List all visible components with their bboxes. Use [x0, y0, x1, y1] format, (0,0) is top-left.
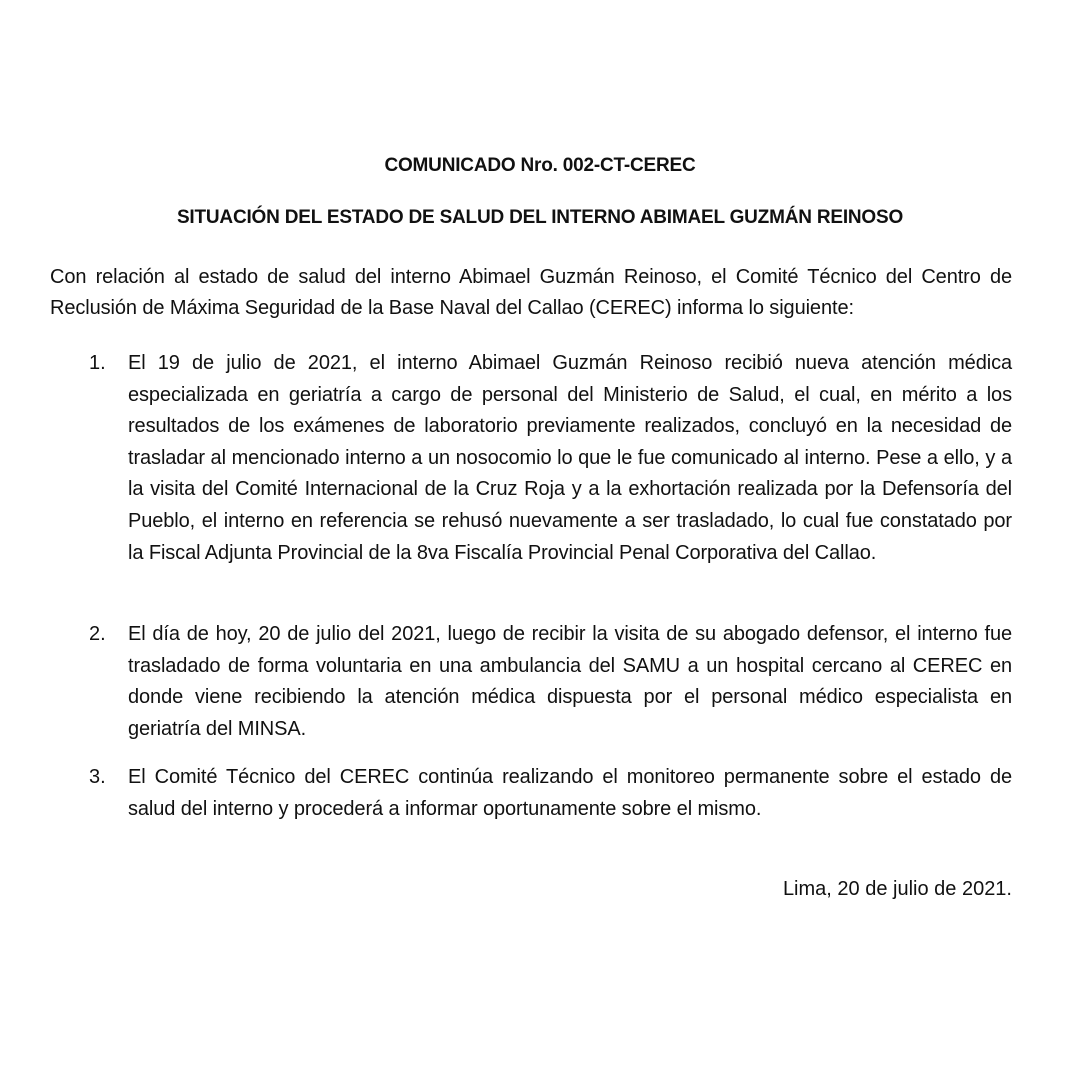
list-item-text: El Comité Técnico del CEREC continúa realizando el monitoreo permanente sobre el estado de salud del interno y procederá a informar oportunamente sobre el mismo.: [128, 766, 1012, 820]
document-subheading: SITUACIÓN DEL ESTADO DE SALUD DEL INTERNO ABIMAEL GUZMÁN REINOSO: [176, 207, 904, 228]
list-item-1: [50, 348, 1012, 569]
list-item-number: 3.: [89, 766, 106, 788]
list-item-3: [50, 762, 1012, 825]
list-item-number: 1.: [89, 352, 106, 374]
list-item-2: [50, 619, 1012, 745]
document-heading: COMUNICADO Nro. 002-CT-CEREC: [384, 155, 696, 176]
list-item-text: El 19 de julio de 2021, el interno Abimael Guzmán Reinoso recibió nueva atención médica especializada en geriatría a cargo de personal del Ministerio de Salud, el cual, en mérito a los resultados de los exámenes de laboratorio previamente realizados, concluyó en la necesidad de trasladar al mencionado interno a un nosocomio lo que le fue comunicado al interno. Pese a ello, y a la visita del Comité Internacional de la Cruz Roja y a la exhortación realizada por la Defensoría del Pueblo, el interno en referencia se rehusó nuevamente a ser trasladado, lo cual fue constatado por la Fiscal Adjunta Provincial de la 8va Fiscalía Provincial Penal Corporativa del Callao.: [128, 352, 1012, 564]
list-item-number: 2.: [89, 623, 106, 645]
intro-paragraph: Con relación al estado de salud del interno Abimael Guzmán Reinoso, el Comité Técnico del Centro de Reclusión de Máxima Seguridad de la Base Naval del Callao (CEREC) informa lo siguiente:: [50, 266, 1012, 319]
closing-date-line: Lima, 20 de julio de 2021.: [782, 878, 1012, 900]
list-item-text: El día de hoy, 20 de julio del 2021, luego de recibir la visita de su abogado defensor, el interno fue trasladado de forma voluntaria en una ambulancia del SAMU a un hospital cercano al CEREC en donde viene recibiendo la atención médica dispuesta por el personal médico especialista en geriatría del MINSA.: [128, 623, 1012, 740]
